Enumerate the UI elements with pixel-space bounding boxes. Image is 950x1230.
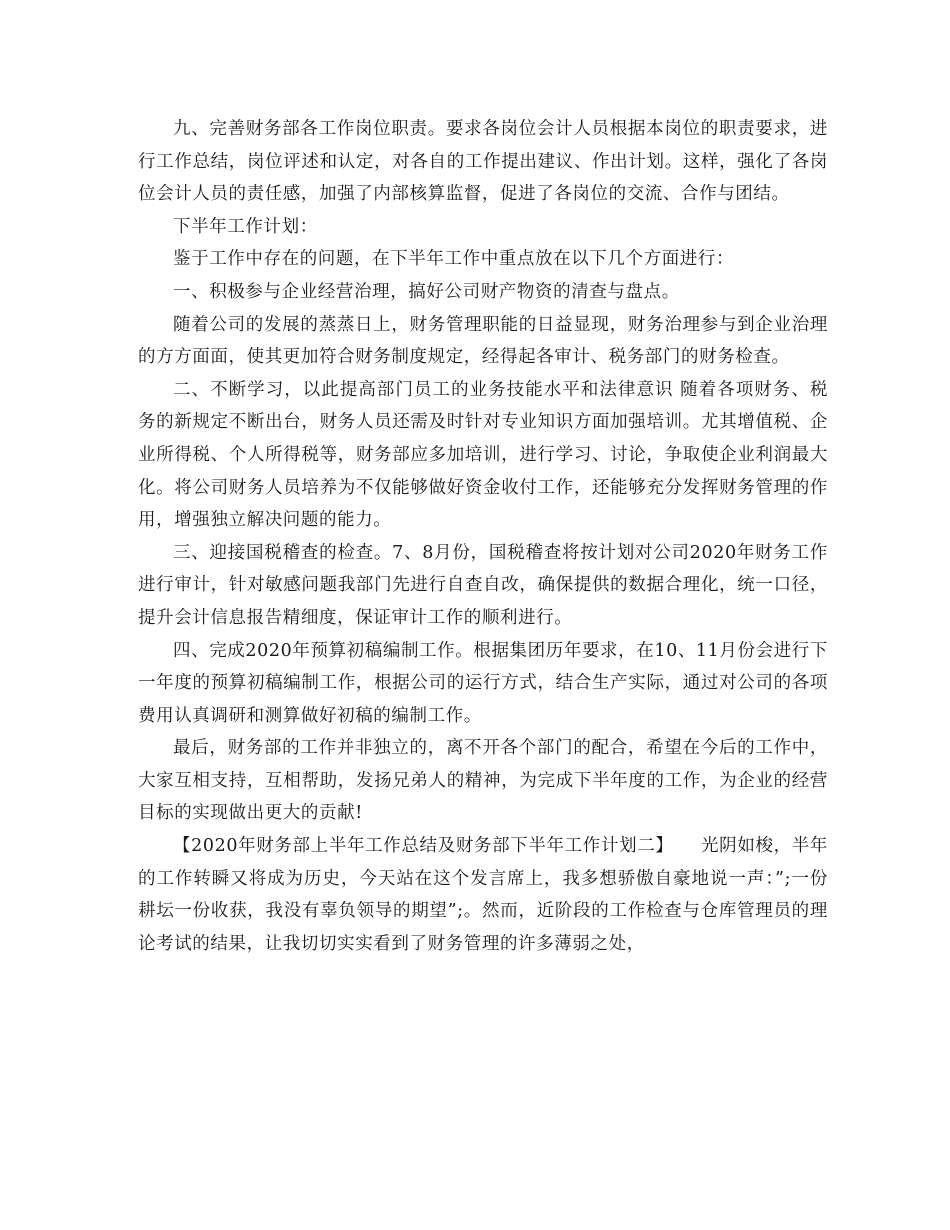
paragraph-item-three: 三、迎接国税稽查的检查。7、8月份，国税稽查将按计划对公司2020年财务工作进行审计，针对敏感问题我部门先进行自查自改，确保提供的数据合理化，统一口径，提升会计信息报告精细度，保证审计工作的顺利进行。 [138,542,828,628]
paragraph-plan-heading: 下半年工作计划： [173,216,318,237]
paragraph-duty-improvement: 九、完善财务部各工作岗位职责。要求各岗位会计人员根据本岗位的职责要求，进行工作总结，岗位评述和认定，对各自的工作提出建议、作出计划。这样，强化了各岗位会计人员的责任感，加强了内部核算监督，促进了各岗位的交流、合作与团结。 [138,119,828,205]
paragraph-item-four: 四、完成2020年预算初稿编制工作。根据集团历年要求，在10、11月份会进行下一年度的预算初稿编制工作，根据公司的运行方式，结合生产实际，通过对公司的各项费用认真调研和测算做好初稿的编制工作。 [138,640,828,726]
paragraph-conclusion: 最后，财务部的工作并非独立的，离不开各个部门的配合，希望在今后的工作中，大家互相支持，互相帮助，发扬兄弟人的精神，为完成下半年度的工作，为企业的经营目标的实现做出更大的贡献! [138,738,828,824]
paragraph-second-report: 【2020年财务部上半年工作总结及财务部下半年工作计划二】 光阴如梭，半年的工作转瞬又将成为历史，今天站在这个发言席上，我多想骄傲自豪地说一声：”;一份耕坛一份收获，我没有辜负领导的期望”;。然而，近阶段的工作检查与仓库管理员的理论考试的结果，让我切切实实看到了财务管理的许多薄弱之处， [138,836,828,954]
document-body [138,113,828,960]
paragraph-item-two: 二、不断学习，以此提高部门员工的业务技能水平和法律意识 随着各项财务、税务的新规定不断出台，财务人员还需及时针对专业知识方面加强培训。尤其增值税、企业所得税、个人所得税等，财务部应多加培训，进行学习、讨论，争取使企业利润最大化。将公司财务人员培养为不仅能够做好资金收付工作，还能够充分发挥财务管理的作用，增强独立解决问题的能力。 [138,379,828,531]
paragraph-item-one-detail: 随着公司的发展的蒸蒸日上，财务管理职能的日益显现，财务治理参与到企业治理的方方面面，使其更加符合财务制度规定，经得起各审计、税务部门的财务检查。 [138,314,828,368]
paragraph-plan-intro: 鉴于工作中存在的问题，在下半年工作中重点放在以下几个方面进行： [173,249,735,270]
paragraph-item-one: 一、积极参与企业经营治理，搞好公司财产物资的清查与盘点。 [173,281,680,302]
